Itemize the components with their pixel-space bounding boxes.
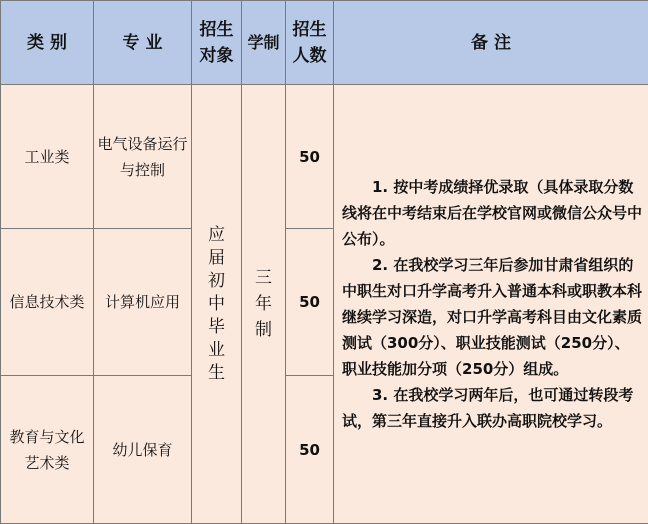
quota-cell: 50: [286, 229, 334, 376]
header-remarks: 备 注: [334, 1, 648, 85]
remark-item: 2. 在我校学习三年后参加甘肃省组织的中职生对口升学高考升入普通本科或职教本科继续学习深造，对口升学高考科目由文化素质测试（300分）、职业技能测试（250分）、职业技能加分项（250分）组成。: [342, 252, 642, 382]
category-text: 教育与文化艺术类: [10, 424, 85, 476]
remarks-cell: [334, 85, 648, 524]
target-cell: [192, 85, 242, 524]
remark-item: 3. 在我校学习两年后，也可通过转段考试，第三年直接升入联办高职院校学习。: [342, 382, 642, 434]
header-category: 类 别: [1, 1, 94, 85]
header-duration: 学制: [242, 1, 286, 85]
category-cell: [1, 376, 94, 524]
category-cell: 信息技术类: [1, 229, 94, 376]
category-cell: 工业类: [1, 85, 94, 229]
major-cell: [94, 85, 192, 229]
header-quota-text: 招生人数: [293, 17, 327, 69]
major-cell: 计算机应用: [94, 229, 192, 376]
duration-cell: [242, 85, 286, 524]
major-cell: 幼儿保育: [94, 376, 192, 524]
duration-text: 三年制: [255, 265, 272, 343]
header-target: [192, 1, 242, 85]
header-quota: [286, 1, 334, 85]
remark-item: 1. 按中考成绩择优录取（具体录取分数线将在中考结束后在学校官网或微信公众号中公布）。: [342, 174, 642, 252]
table-row: [1, 85, 648, 229]
header-major: 专 业: [94, 1, 192, 85]
major-text: 电气设备运行与控制: [98, 131, 188, 183]
target-text: 应届初中毕业生: [208, 224, 225, 385]
target-vertical-text: [208, 224, 225, 385]
header-row: [1, 1, 648, 85]
quota-cell: 50: [286, 85, 334, 229]
header-target-text: 招生对象: [200, 17, 234, 69]
duration-vertical-text: [255, 265, 272, 343]
quota-cell: 50: [286, 376, 334, 524]
